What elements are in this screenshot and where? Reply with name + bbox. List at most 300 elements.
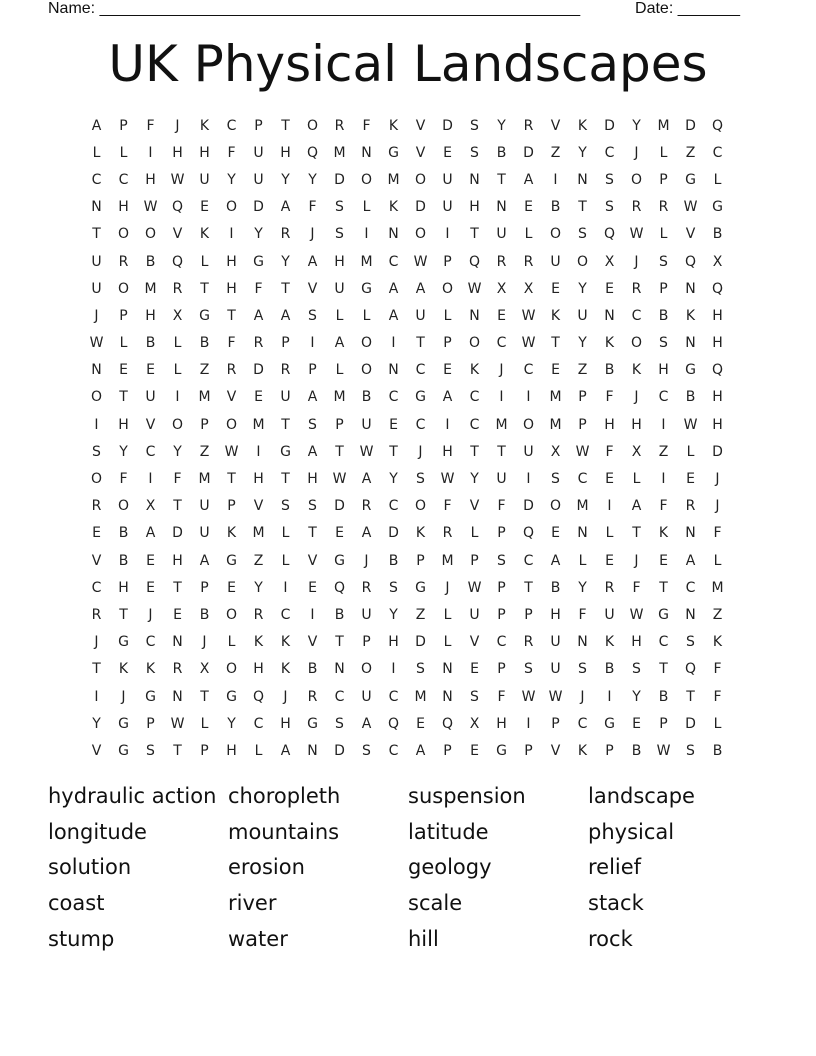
grid-letter: C bbox=[388, 253, 399, 270]
grid-letter: M bbox=[252, 525, 265, 542]
grid-letter: E bbox=[605, 552, 614, 569]
grid-letter: F bbox=[173, 471, 182, 488]
grid-letter: D bbox=[334, 498, 345, 515]
grid-letter: C bbox=[145, 634, 156, 651]
grid-letter: F bbox=[578, 606, 587, 623]
grid-letter: G bbox=[199, 307, 210, 324]
grid-letter: O bbox=[90, 389, 103, 406]
grid-letter: C bbox=[388, 498, 399, 515]
grid-letter: H bbox=[658, 362, 669, 379]
grid-letter: J bbox=[634, 552, 639, 569]
grid-letter: A bbox=[253, 307, 264, 324]
grid-letter: H bbox=[253, 661, 264, 678]
grid-letter: H bbox=[118, 199, 129, 216]
grid-letter: B bbox=[334, 606, 345, 623]
grid-letter: X bbox=[523, 280, 534, 297]
grid-letter: K bbox=[415, 525, 426, 542]
grid-letter: F bbox=[119, 471, 128, 488]
grid-letter: D bbox=[685, 117, 696, 134]
word-bank-item: hill bbox=[408, 927, 439, 952]
grid-letter: S bbox=[497, 552, 506, 569]
grid-letter: L bbox=[335, 362, 344, 379]
grid-letter: Y bbox=[497, 117, 506, 134]
grid-letter: U bbox=[496, 226, 507, 243]
grid-letter: N bbox=[604, 307, 615, 324]
grid-letter: B bbox=[604, 362, 615, 379]
grid-letter: Q bbox=[171, 253, 184, 270]
word-bank-item: landscape bbox=[588, 783, 695, 808]
grid-letter: Z bbox=[712, 606, 723, 623]
grid-letter: I bbox=[391, 661, 396, 678]
grid-letter: D bbox=[334, 171, 345, 188]
word-bank-item: stump bbox=[48, 927, 115, 952]
grid-letter: N bbox=[685, 606, 696, 623]
grid-letter: R bbox=[118, 253, 129, 270]
grid-letter: L bbox=[443, 634, 452, 651]
grid-letter: T bbox=[281, 471, 290, 488]
grid-letter: G bbox=[145, 688, 156, 705]
grid-letter: T bbox=[686, 688, 695, 705]
grid-letter: U bbox=[550, 253, 561, 270]
grid-letter: H bbox=[712, 389, 723, 406]
grid-letter: P bbox=[524, 606, 533, 623]
grid-letter: F bbox=[632, 579, 641, 596]
grid-letter: J bbox=[364, 552, 369, 569]
grid-letter: P bbox=[497, 525, 506, 542]
grid-letter: B bbox=[496, 144, 507, 161]
grid-letter: M bbox=[333, 144, 346, 161]
grid-letter: T bbox=[416, 335, 425, 352]
grid-letter: H bbox=[118, 579, 129, 596]
grid-letter: O bbox=[117, 498, 130, 515]
grid-letter: E bbox=[470, 661, 479, 678]
grid-letter: F bbox=[227, 335, 236, 352]
grid-letter: R bbox=[523, 117, 534, 134]
grid-letter: O bbox=[144, 226, 157, 243]
grid-letter: T bbox=[335, 443, 344, 460]
grid-letter: V bbox=[415, 117, 426, 134]
grid-letter: R bbox=[226, 362, 237, 379]
grid-letter: N bbox=[577, 525, 588, 542]
grid-letter: V bbox=[469, 634, 480, 651]
grid-letter: I bbox=[445, 226, 450, 243]
grid-letter: H bbox=[226, 253, 237, 270]
grid-letter: C bbox=[415, 362, 426, 379]
grid-letter: L bbox=[713, 552, 722, 569]
grid-letter: K bbox=[658, 525, 669, 542]
grid-letter: S bbox=[335, 199, 344, 216]
grid-letter: F bbox=[362, 117, 371, 134]
grid-letter: W bbox=[521, 335, 536, 352]
grid-letter: E bbox=[389, 416, 398, 433]
grid-letter: H bbox=[172, 144, 183, 161]
grid-letter: B bbox=[199, 606, 210, 623]
grid-letter: L bbox=[659, 144, 668, 161]
grid-letter: D bbox=[253, 199, 264, 216]
grid-letter: P bbox=[443, 253, 452, 270]
grid-letter: N bbox=[496, 199, 507, 216]
word-bank-item: physical bbox=[588, 819, 675, 844]
grid-letter: Z bbox=[415, 606, 426, 623]
grid-letter: C bbox=[658, 389, 669, 406]
grid-letter: P bbox=[497, 579, 506, 596]
grid-letter: G bbox=[685, 362, 696, 379]
grid-letter: K bbox=[550, 307, 561, 324]
word-bank-item: longitude bbox=[48, 819, 147, 844]
grid-letter: W bbox=[629, 606, 644, 623]
grid-letter: C bbox=[91, 171, 102, 188]
grid-letter: Z bbox=[658, 443, 669, 460]
grid-letter: M bbox=[657, 117, 670, 134]
grid-letter: C bbox=[577, 715, 588, 732]
grid-letter: K bbox=[712, 634, 723, 651]
word-bank-item: rock bbox=[588, 927, 633, 952]
grid-letter: W bbox=[332, 471, 347, 488]
grid-letter: R bbox=[172, 661, 183, 678]
grid-letter: S bbox=[362, 742, 371, 759]
grid-letter: C bbox=[712, 144, 723, 161]
grid-letter: O bbox=[360, 661, 373, 678]
grid-letter: B bbox=[199, 335, 210, 352]
grid-letter: M bbox=[198, 389, 211, 406]
grid-letter: Y bbox=[173, 443, 182, 460]
grid-letter: M bbox=[360, 253, 373, 270]
grid-letter: D bbox=[685, 715, 696, 732]
grid-letter: H bbox=[550, 606, 561, 623]
grid-letter: V bbox=[91, 742, 102, 759]
grid-letter: E bbox=[686, 471, 695, 488]
grid-letter: I bbox=[499, 389, 504, 406]
grid-letter: J bbox=[283, 688, 288, 705]
grid-letter: P bbox=[119, 117, 128, 134]
grid-letter: A bbox=[145, 525, 156, 542]
grid-letter: D bbox=[523, 498, 534, 515]
grid-letter: Q bbox=[603, 226, 616, 243]
grid-letter: E bbox=[146, 552, 155, 569]
grid-letter: A bbox=[334, 335, 345, 352]
grid-letter: F bbox=[227, 144, 236, 161]
grid-letter: U bbox=[415, 307, 426, 324]
grid-letter: T bbox=[659, 579, 668, 596]
grid-letter: X bbox=[550, 443, 561, 460]
grid-letter: T bbox=[659, 661, 668, 678]
grid-letter: K bbox=[685, 307, 696, 324]
grid-letter: H bbox=[712, 307, 723, 324]
grid-letter: H bbox=[604, 416, 615, 433]
grid-letter: V bbox=[550, 117, 561, 134]
grid-letter: I bbox=[310, 335, 315, 352]
grid-letter: A bbox=[388, 307, 399, 324]
grid-letter: I bbox=[661, 471, 666, 488]
grid-letter: K bbox=[199, 226, 210, 243]
grid-letter: R bbox=[172, 280, 183, 297]
grid-letter: I bbox=[94, 416, 99, 433]
grid-letter: J bbox=[580, 688, 585, 705]
grid-letter: T bbox=[281, 416, 290, 433]
grid-letter: U bbox=[523, 443, 534, 460]
grid-letter: N bbox=[388, 362, 399, 379]
grid-letter: T bbox=[470, 443, 479, 460]
grid-letter: S bbox=[578, 226, 587, 243]
grid-letter: D bbox=[442, 117, 453, 134]
grid-letter: K bbox=[199, 117, 210, 134]
grid-letter: K bbox=[469, 362, 480, 379]
grid-letter: E bbox=[173, 606, 182, 623]
grid-letter: H bbox=[442, 443, 453, 460]
grid-letter: S bbox=[335, 226, 344, 243]
grid-letter: B bbox=[118, 552, 129, 569]
grid-letter: B bbox=[388, 552, 399, 569]
grid-letter: D bbox=[712, 443, 723, 460]
grid-letter: W bbox=[467, 280, 482, 297]
grid-letter: C bbox=[658, 634, 669, 651]
grid-letter: I bbox=[148, 471, 153, 488]
grid-letter: S bbox=[308, 307, 317, 324]
grid-letter: O bbox=[468, 335, 481, 352]
grid-letter: W bbox=[521, 307, 536, 324]
grid-letter: U bbox=[496, 471, 507, 488]
grid-letter: C bbox=[685, 579, 696, 596]
grid-letter: G bbox=[253, 253, 264, 270]
grid-letter: W bbox=[170, 171, 185, 188]
grid-letter: A bbox=[199, 552, 210, 569]
grid-letter: C bbox=[253, 715, 264, 732]
grid-letter: U bbox=[145, 389, 156, 406]
grid-letter: J bbox=[94, 634, 99, 651]
grid-letter: U bbox=[577, 307, 588, 324]
grid-letter: F bbox=[605, 443, 614, 460]
grid-letter: F bbox=[497, 498, 506, 515]
grid-letter: Z bbox=[685, 144, 696, 161]
grid-letter: H bbox=[631, 634, 642, 651]
grid-letter: C bbox=[469, 389, 480, 406]
grid-letter: L bbox=[254, 742, 263, 759]
grid-letter: D bbox=[388, 525, 399, 542]
grid-letter: E bbox=[254, 389, 263, 406]
grid-letter: Y bbox=[227, 715, 236, 732]
grid-letter: A bbox=[361, 715, 372, 732]
grid-letter: L bbox=[524, 226, 533, 243]
grid-letter: L bbox=[686, 443, 695, 460]
grid-letter: P bbox=[416, 552, 425, 569]
grid-letter: C bbox=[388, 742, 399, 759]
grid-letter: Y bbox=[281, 253, 290, 270]
grid-letter: F bbox=[443, 498, 452, 515]
grid-letter: O bbox=[630, 335, 643, 352]
grid-letter: S bbox=[308, 416, 317, 433]
grid-letter: T bbox=[227, 307, 236, 324]
letter-grid bbox=[83, 112, 731, 765]
grid-letter: O bbox=[225, 416, 238, 433]
grid-letter: W bbox=[224, 443, 239, 460]
grid-letter: O bbox=[414, 498, 427, 515]
grid-letter: G bbox=[604, 715, 615, 732]
grid-letter: E bbox=[227, 579, 236, 596]
grid-letter: L bbox=[578, 552, 587, 569]
grid-letter: M bbox=[144, 280, 157, 297]
grid-letter: B bbox=[550, 579, 561, 596]
grid-letter: U bbox=[469, 606, 480, 623]
grid-letter: T bbox=[632, 525, 641, 542]
grid-letter: L bbox=[713, 715, 722, 732]
grid-letter: Z bbox=[253, 552, 264, 569]
grid-letter: A bbox=[442, 389, 453, 406]
grid-letter: R bbox=[523, 634, 534, 651]
grid-letter: D bbox=[172, 525, 183, 542]
grid-letter: O bbox=[549, 498, 562, 515]
grid-letter: R bbox=[280, 362, 291, 379]
grid-letter: A bbox=[307, 389, 318, 406]
grid-letter: A bbox=[685, 552, 696, 569]
grid-letter: A bbox=[415, 280, 426, 297]
grid-letter: G bbox=[685, 171, 696, 188]
grid-letter: T bbox=[578, 199, 587, 216]
grid-letter: A bbox=[550, 552, 561, 569]
grid-letter: H bbox=[226, 280, 237, 297]
grid-letter: H bbox=[712, 335, 723, 352]
grid-letter: G bbox=[280, 443, 291, 460]
grid-letter: Q bbox=[711, 362, 724, 379]
grid-letter: R bbox=[604, 579, 615, 596]
grid-letter: L bbox=[713, 171, 722, 188]
grid-letter: Q bbox=[171, 199, 184, 216]
grid-letter: R bbox=[361, 498, 372, 515]
grid-letter: D bbox=[523, 144, 534, 161]
grid-letter: M bbox=[252, 416, 265, 433]
grid-letter: H bbox=[334, 253, 345, 270]
grid-letter: T bbox=[227, 471, 236, 488]
grid-letter: Q bbox=[711, 280, 724, 297]
grid-letter: J bbox=[175, 117, 180, 134]
grid-letter: S bbox=[389, 579, 398, 596]
grid-letter: P bbox=[254, 117, 263, 134]
grid-letter: H bbox=[712, 416, 723, 433]
grid-letter: B bbox=[604, 661, 615, 678]
grid-letter: S bbox=[578, 661, 587, 678]
grid-letter: S bbox=[605, 171, 614, 188]
grid-letter: N bbox=[442, 661, 453, 678]
grid-letter: R bbox=[658, 199, 669, 216]
grid-letter: V bbox=[307, 280, 318, 297]
grid-letter: X bbox=[145, 498, 156, 515]
grid-letter: K bbox=[226, 525, 237, 542]
grid-letter: C bbox=[388, 688, 399, 705]
date-field-label: Date: _______ bbox=[635, 0, 740, 17]
grid-letter: T bbox=[173, 742, 182, 759]
grid-letter: P bbox=[578, 389, 587, 406]
grid-letter: P bbox=[119, 307, 128, 324]
grid-letter: B bbox=[550, 199, 561, 216]
grid-letter: L bbox=[92, 144, 101, 161]
grid-letter: T bbox=[497, 171, 506, 188]
grid-letter: G bbox=[226, 552, 237, 569]
grid-letter: O bbox=[630, 171, 643, 188]
grid-letter: O bbox=[360, 362, 373, 379]
grid-letter: V bbox=[307, 552, 318, 569]
grid-letter: E bbox=[632, 715, 641, 732]
grid-letter: Z bbox=[199, 443, 210, 460]
grid-letter: G bbox=[658, 606, 669, 623]
grid-letter: M bbox=[387, 171, 400, 188]
grid-letter: S bbox=[308, 498, 317, 515]
grid-letter: K bbox=[253, 634, 264, 651]
grid-letter: F bbox=[659, 498, 668, 515]
grid-letter: R bbox=[442, 525, 453, 542]
grid-letter: V bbox=[172, 226, 183, 243]
grid-letter: I bbox=[661, 416, 666, 433]
grid-letter: S bbox=[632, 661, 641, 678]
grid-letter: T bbox=[497, 443, 506, 460]
grid-letter: S bbox=[335, 715, 344, 732]
grid-letter: X bbox=[712, 253, 723, 270]
grid-letter: D bbox=[334, 742, 345, 759]
grid-letter: U bbox=[604, 606, 615, 623]
grid-letter: S bbox=[686, 742, 695, 759]
grid-letter: G bbox=[361, 280, 372, 297]
grid-letter: G bbox=[118, 715, 129, 732]
grid-letter: R bbox=[631, 199, 642, 216]
grid-letter: U bbox=[442, 199, 453, 216]
grid-letter: N bbox=[685, 335, 696, 352]
grid-letter: U bbox=[199, 498, 210, 515]
grid-letter: R bbox=[685, 498, 696, 515]
word-bank-item: geology bbox=[408, 855, 492, 880]
grid-letter: J bbox=[634, 253, 639, 270]
grid-letter: O bbox=[414, 171, 427, 188]
grid-letter: G bbox=[307, 715, 318, 732]
grid-letter: Q bbox=[333, 579, 346, 596]
grid-letter: R bbox=[496, 253, 507, 270]
grid-letter: Y bbox=[389, 606, 398, 623]
grid-letter: H bbox=[226, 742, 237, 759]
grid-letter: U bbox=[361, 688, 372, 705]
grid-letter: I bbox=[364, 226, 369, 243]
grid-letter: T bbox=[389, 443, 398, 460]
grid-letter: N bbox=[685, 525, 696, 542]
grid-letter: T bbox=[524, 579, 533, 596]
grid-letter: C bbox=[631, 307, 642, 324]
grid-letter: L bbox=[443, 606, 452, 623]
grid-letter: Q bbox=[387, 715, 400, 732]
grid-letter: N bbox=[577, 171, 588, 188]
grid-letter: L bbox=[335, 307, 344, 324]
grid-letter: E bbox=[416, 715, 425, 732]
grid-letter: R bbox=[91, 606, 102, 623]
grid-letter: E bbox=[335, 525, 344, 542]
grid-letter: R bbox=[523, 253, 534, 270]
grid-letter: T bbox=[119, 606, 128, 623]
grid-letter: E bbox=[497, 307, 506, 324]
grid-letter: P bbox=[659, 171, 668, 188]
grid-letter: U bbox=[199, 171, 210, 188]
word-bank-item: water bbox=[228, 927, 288, 952]
grid-letter: B bbox=[145, 335, 156, 352]
grid-letter: S bbox=[659, 335, 668, 352]
grid-letter: L bbox=[443, 307, 452, 324]
grid-letter: P bbox=[605, 742, 614, 759]
grid-letter: J bbox=[715, 498, 720, 515]
grid-letter: J bbox=[94, 307, 99, 324]
grid-letter: P bbox=[659, 280, 668, 297]
grid-letter: P bbox=[362, 634, 371, 651]
grid-letter: J bbox=[634, 389, 639, 406]
grid-letter: T bbox=[173, 579, 182, 596]
grid-letter: A bbox=[280, 307, 291, 324]
grid-letter: I bbox=[526, 715, 531, 732]
grid-letter: M bbox=[711, 579, 724, 596]
grid-letter: S bbox=[470, 117, 479, 134]
page-title: UK Physical Landscapes bbox=[108, 35, 708, 93]
